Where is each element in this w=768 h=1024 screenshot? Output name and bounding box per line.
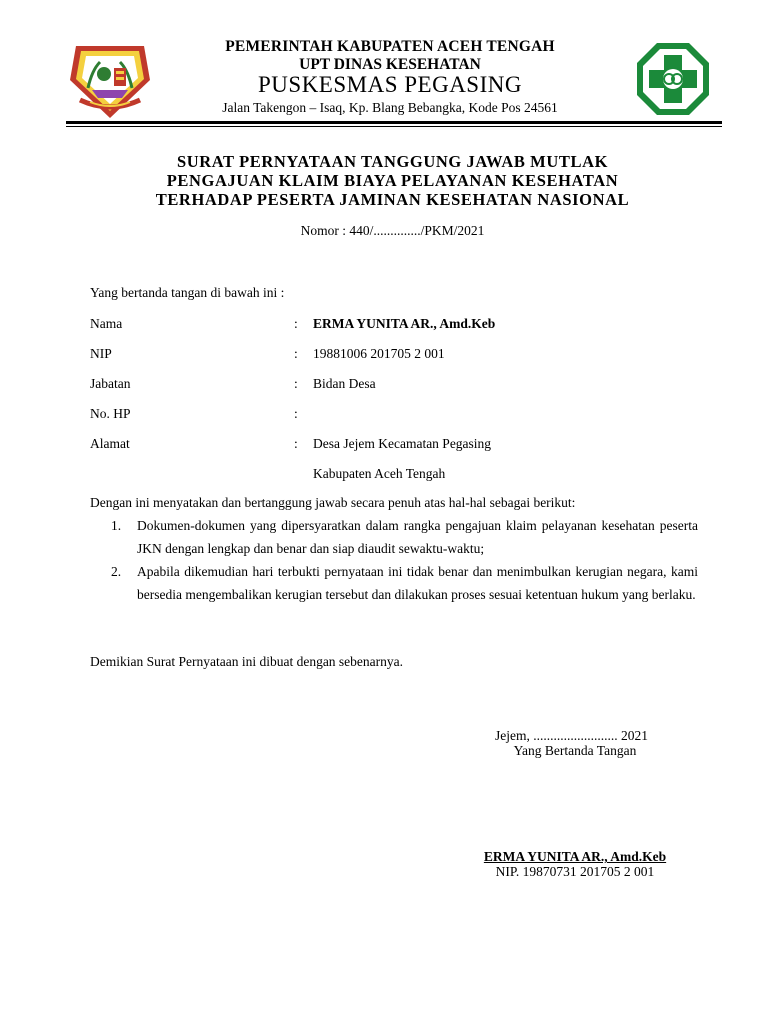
document-number: Nomor : 440/............../PKM/2021 xyxy=(300,223,485,238)
aceh-tengah-regency-emblem-icon xyxy=(66,40,154,120)
signer-name: ERMA YUNITA AR., Amd.Keb xyxy=(483,849,667,864)
list-item-number: 1. xyxy=(111,518,122,533)
closing-text: Demikian Surat Pernyataan ini dibuat dengan sebenarnya. xyxy=(90,654,404,669)
letterhead-rule-thin xyxy=(66,126,722,127)
signature-title: Yang Bertanda Tangan xyxy=(513,743,637,758)
jabatan-colon: : xyxy=(294,376,298,391)
letterhead-agency: UPT DINAS KESEHATAN xyxy=(299,56,481,73)
alamat-value: Desa Jejem Kecamatan Pegasing xyxy=(313,436,492,451)
letterhead-puskesmas-name: PUSKESMAS PEGASING xyxy=(258,72,522,97)
list-item-text: Apabila dikemudian hari terbukti pernyataan ini tidak benar dan menimbulkan kerugian negara, kami bersedia mengembalikan kerugian tersebut dan dilakukan proses sesuai ketentuan hukum yang berlaku. xyxy=(137,564,698,602)
nip-colon: : xyxy=(294,346,298,361)
nama-label: Nama xyxy=(90,316,123,331)
intro-text: Yang bertanda tangan di bawah ini : xyxy=(90,285,285,300)
nama-value: ERMA YUNITA AR., Amd.Keb xyxy=(313,316,496,331)
nama-colon: : xyxy=(294,316,298,331)
letterhead-government: PEMERINTAH KABUPATEN ACEH TENGAH xyxy=(225,38,555,55)
jabatan-value: Bidan Desa xyxy=(313,376,376,391)
puskesmas-cross-icon xyxy=(635,41,711,117)
hp-colon: : xyxy=(294,406,298,421)
signer-nip: NIP. 19870731 201705 2 001 xyxy=(495,864,655,879)
jabatan-label: Jabatan xyxy=(90,376,131,391)
letterhead-rule-thick xyxy=(66,121,722,124)
declaration-text: Dengan ini menyatakan dan bertanggung jawab secara penuh atas hal-hal sebagai berikut: xyxy=(90,495,576,510)
list-item xyxy=(90,560,698,606)
alamat-label: Alamat xyxy=(90,436,130,451)
alamat-colon: : xyxy=(294,436,298,451)
letterhead-address: Jalan Takengon – Isaq, Kp. Blang Bebangka, Kode Pos 24561 xyxy=(222,100,558,115)
list-item-text: Dokumen-dokumen yang dipersyaratkan dalam rangka pengajuan klaim pelayanan kesehatan peserta JKN dengan lengkap dan benar dan siap diaudit sewaktu-waktu; xyxy=(137,518,698,556)
statement-list xyxy=(90,514,698,606)
list-item-number: 2. xyxy=(111,564,122,579)
document-title-line-2: PENGAJUAN KLAIM BIAYA PELAYANAN KESEHATAN xyxy=(166,171,619,190)
document-title-line-1: SURAT PERNYATAAN TANGGUNG JAWAB MUTLAK xyxy=(176,152,609,171)
list-item xyxy=(90,514,698,560)
nip-label: NIP xyxy=(90,346,112,361)
nip-value: 19881006 201705 2 001 xyxy=(313,346,445,361)
signature-place-date: Jejem, ......................... 2021 xyxy=(495,728,648,743)
document-title-line-3: TERHADAP PESERTA JAMINAN KESEHATAN NASIONAL xyxy=(155,190,630,209)
alamat-value-line-2: Kabupaten Aceh Tengah xyxy=(313,466,446,481)
hp-label: No. HP xyxy=(90,406,131,421)
